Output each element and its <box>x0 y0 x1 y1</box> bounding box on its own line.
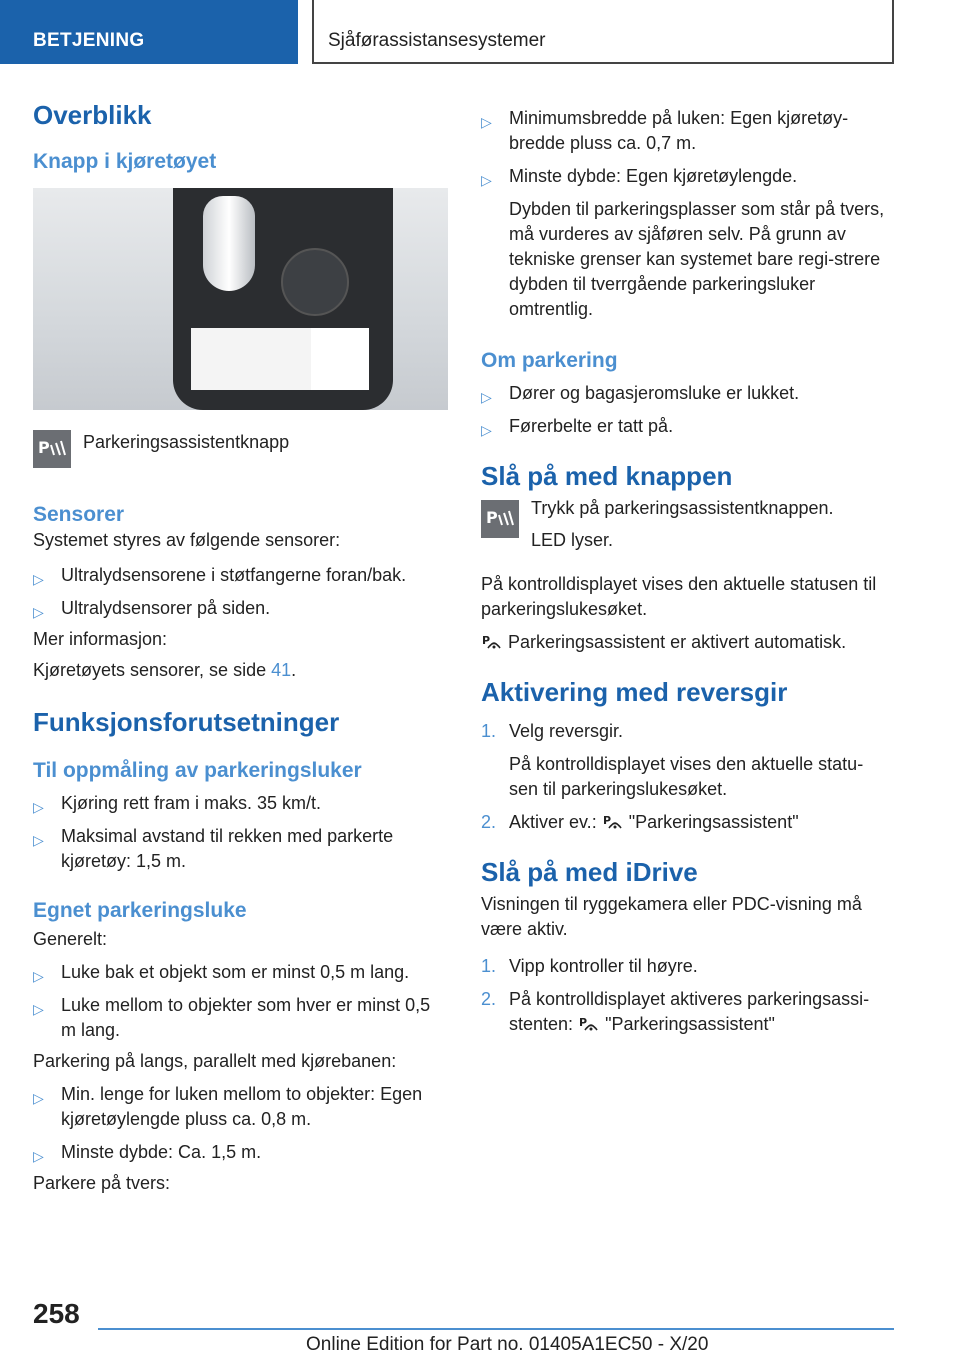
sensors-reference: Kjøretøyets sensorer, se side 41. <box>33 659 297 680</box>
park-assist-icon <box>578 1014 600 1034</box>
park-assist-button-icon <box>33 430 71 468</box>
button-on-block <box>481 496 891 560</box>
svg-text:P: P <box>486 508 498 528</box>
parallel-intro: Parkering på langs, parallelt med kjørebanen: <box>33 1051 397 1072</box>
sensors-intro: Systemet styres av følgende sensorer: <box>33 529 341 550</box>
header-chapter-box <box>312 0 894 64</box>
page-number: 258 <box>33 1298 80 1329</box>
park-assist-button-icon <box>481 500 519 538</box>
reverse-note: På kontrolldisplayet vises den aktuelle statu-sen til parkeringslukesøket. <box>509 753 864 799</box>
auto-active-line: P Parkeringsassistent er aktivert automatisk. <box>482 632 847 653</box>
led-note: LED lyser. <box>531 530 614 551</box>
list-item: ▷ Minimumsbredde på luken: Egen kjøretøy-bredde pluss ca. 0,7 m. <box>481 108 849 153</box>
heading-button-on: Slå på med knappen <box>481 461 733 492</box>
list-item: 2. På kontrolldisplayet aktiveres parkeringsassi-stenten: P "Parkeringsassistent" <box>481 988 870 1034</box>
footer-divider <box>98 1328 894 1330</box>
list-item: ▷ Ultralydsensorene i støtfangerne foran/bak. <box>33 563 448 588</box>
list-item: ▷ Maksimal avstand til rekken med parkerte kjøretøy: 1,5 m. <box>33 825 394 871</box>
heading-requirements: Funksjonsforutsetninger <box>33 706 340 737</box>
perpendicular-intro: Parkere på tvers: <box>33 1173 171 1194</box>
list-item: ▷ Luke bak et objekt som er minst 0,5 m lang. <box>33 960 448 985</box>
list-item: ▷ Dører og bagasjeromsluke er lukket. <box>481 381 891 406</box>
heading-sensors: Sensorer <box>33 503 125 527</box>
footer-edition: Online Edition for Part no. 01405A1EC50 - X/20 <box>306 1334 709 1355</box>
bullet-icon: ▷ <box>33 831 44 848</box>
bullet-icon: ▷ <box>33 798 44 815</box>
park-assist-icon <box>481 632 503 652</box>
header-section-tab <box>0 0 298 64</box>
gear-lever <box>203 196 255 291</box>
bullet-icon: ▷ <box>33 968 44 985</box>
bullet-icon: ▷ <box>481 114 492 130</box>
idrive-controller <box>281 248 349 316</box>
header-section: BETJENING <box>33 30 145 51</box>
svg-text:P: P <box>602 813 611 827</box>
header-chapter: Sjåførassistansesystemer <box>328 30 546 51</box>
list-item: ▷ Minste dybde: Egen kjøretøylengde. <box>481 164 891 189</box>
list-item: ▷ Min. lenge for luken mellom to objekter: Egen kjøretøylengde pluss ca. 0,8 m. <box>33 1084 423 1130</box>
bullet-icon: ▷ <box>33 570 44 587</box>
list-item: ▷ Førerbelte er tatt på. <box>481 414 891 439</box>
heading-overview: Overblikk <box>33 100 152 130</box>
touch-pad <box>191 328 369 390</box>
status-text: På kontrolldisplayet vises den aktuelle statusen til parkeringslukesøket. <box>481 574 877 620</box>
list-item: 1. Vipp kontroller til høyre. <box>481 955 698 976</box>
list-item: 2. Aktiver ev.: P "Parkeringsassistent" <box>481 811 799 832</box>
heading-button-in-vehicle: Knapp i kjøretøyet <box>33 150 217 174</box>
button-on-step: Trykk på parkeringsassistentknappen. <box>531 498 834 519</box>
svg-text:P: P <box>38 438 50 458</box>
page-link[interactable]: 41 <box>271 659 292 680</box>
park-assist-icon <box>602 812 624 832</box>
list-item: ▷ Minste dybde: Ca. 1,5 m. <box>33 1140 448 1165</box>
heading-about-parking: Om parkering <box>481 349 618 372</box>
svg-text:P: P <box>579 1015 588 1029</box>
center-console <box>173 188 393 410</box>
console-photo <box>33 188 448 410</box>
heading-idrive: Slå på med iDrive <box>481 856 698 887</box>
list-item: ▷ Luke mellom to objekter som hver er minst 0,5 m lang. <box>33 995 431 1041</box>
list-item: 1. Velg reversgir. <box>481 720 624 741</box>
button-legend <box>33 430 448 472</box>
heading-reverse: Aktivering med reversgir <box>481 677 788 708</box>
general-label: Generelt: <box>33 929 108 950</box>
bullet-icon: ▷ <box>481 422 492 439</box>
button-caption: Parkeringsassistentknapp <box>83 432 290 453</box>
list-item: ▷ Ultralydsensorer på siden. <box>33 596 448 621</box>
heading-suitable-gap: Egnet parkeringsluke <box>33 898 247 922</box>
bullet-icon: ▷ <box>33 1001 44 1018</box>
bullet-icon: ▷ <box>33 1090 44 1107</box>
svg-text:P: P <box>482 634 491 648</box>
bullet-icon: ▷ <box>481 389 492 406</box>
bullet-icon: ▷ <box>481 172 492 188</box>
right-column <box>481 106 891 1037</box>
heading-measure: Til oppmåling av parkeringsluker <box>33 758 362 782</box>
bullet-icon: ▷ <box>33 1148 44 1165</box>
more-info: Mer informasjon: <box>33 628 168 649</box>
list-item: ▷ Kjøring rett fram i maks. 35 km/t. <box>33 791 448 816</box>
left-column <box>33 100 448 1196</box>
perpendicular-note: Dybden til parkeringsplasser som står på tvers, må vurderes av sjåføren selv. På grunn av tekniske grenser kan systemet bare regi-strere dybden til tverrgående parkeringsluker omtrentlig. <box>509 199 885 319</box>
bullet-icon: ▷ <box>33 603 44 620</box>
idrive-intro: Visningen til ryggekamera eller PDC-visning må være aktiv. <box>481 893 862 939</box>
